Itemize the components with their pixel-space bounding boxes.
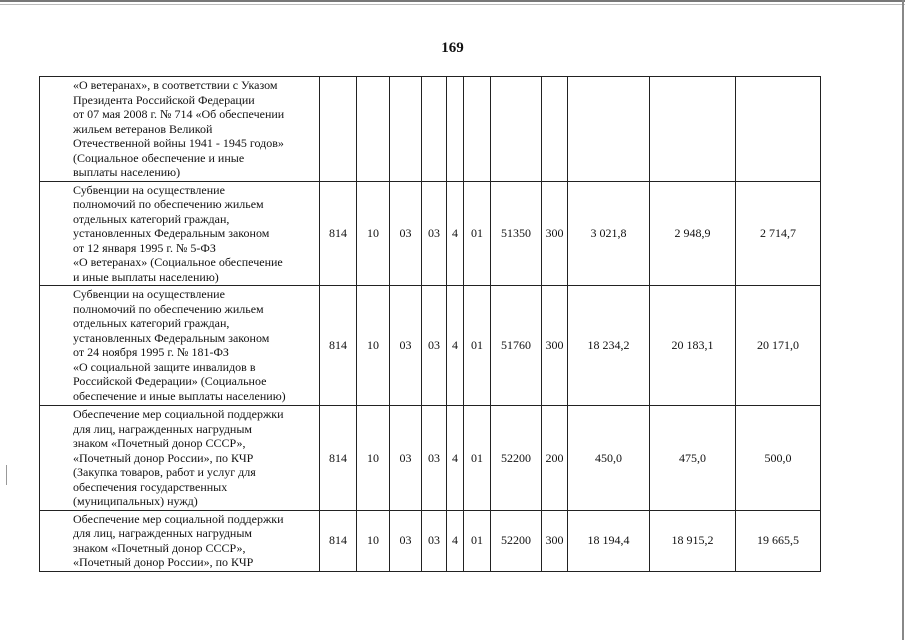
scan-edge-line [0,4,905,5]
expense-type-code-cell: 200 [542,406,568,511]
subsection-code-cell [390,77,422,182]
section-code-cell [357,77,390,182]
subsection-code-cell: 03 [390,181,422,286]
direction-code-cell: 52200 [491,510,542,571]
amount-year-3-cell: 2 714,7 [736,181,821,286]
main-event-code-cell: 01 [464,406,491,511]
subprogram-code-cell: 4 [447,510,464,571]
description-line: «О социальной защите инвалидов в [73,359,256,374]
expense-type-code-cell: 300 [542,286,568,406]
amount-year-1-cell: 3 021,8 [568,181,650,286]
amount-year-1-cell: 450,0 [568,406,650,511]
table-row [40,181,821,286]
subprogram-code-cell: 4 [447,406,464,511]
description-line: (муниципальных) нужд) [73,494,198,508]
program-code-cell: 03 [422,406,447,511]
expense-type-code-cell: 300 [542,181,568,286]
amount-year-2-cell [650,77,736,182]
description-line: (Социальное обеспечение и иные [73,150,245,165]
amount-year-3-cell: 500,0 [736,406,821,511]
description-line: отдельных категорий граждан, [73,316,230,330]
main-event-code-cell: 01 [464,510,491,571]
ministry-code-cell: 814 [320,510,357,571]
description-line: Обеспечение мер социальной поддержки [73,407,284,421]
description-line: «О ветеранах» (Социальное обеспечение [73,255,283,269]
program-code-cell: 03 [422,181,447,286]
description-line: Субвенции на осуществление [73,287,225,301]
expense-type-code-cell [542,77,568,182]
subsection-code-cell: 03 [390,406,422,511]
row-description [40,77,320,182]
subsection-code-cell: 03 [390,510,422,571]
row-description [40,406,320,511]
ministry-code-cell: 814 [320,406,357,511]
amount-year-2-cell: 18 915,2 [650,510,736,571]
program-code-cell: 03 [422,286,447,406]
expense-type-code-cell: 300 [542,510,568,571]
margin-mark [6,465,7,485]
description-line: жильем ветеранов Великой [73,121,213,136]
table-row [40,77,821,182]
ministry-code-cell [320,77,357,182]
ministry-code-cell: 814 [320,181,357,286]
description-line: «Почетный донор России», по КЧР [73,450,254,465]
description-line: Отечественной войны 1941 - 1945 годов» [73,136,284,150]
scan-edge-right [902,0,904,640]
amount-year-2-cell: 20 183,1 [650,286,736,406]
direction-code-cell: 51350 [491,181,542,286]
description-line: Президента Российской Федерации [73,92,255,107]
section-code-cell: 10 [357,286,390,406]
budget-table [39,76,821,572]
amount-year-1-cell [568,77,650,182]
description-line: выплаты населению) [73,165,181,179]
amount-year-3-cell [736,77,821,182]
subprogram-code-cell: 4 [447,286,464,406]
direction-code-cell: 51760 [491,286,542,406]
row-description [40,286,320,406]
description-line: установленных Федеральным законом [73,226,270,240]
description-line: обеспечение и иные выплаты населению) [73,388,286,403]
subprogram-code-cell: 4 [447,181,464,286]
table-row [40,286,821,406]
subprogram-code-cell [447,77,464,182]
program-code-cell: 03 [422,510,447,571]
amount-year-3-cell: 20 171,0 [736,286,821,406]
main-event-code-cell: 01 [464,286,491,406]
section-code-cell: 10 [357,181,390,286]
table-row [40,510,821,571]
row-description [40,181,320,286]
description-line: «О ветеранах», в соответствии с Указом [73,78,278,92]
description-line: для лиц, награжденных нагрудным [73,526,253,540]
main-event-code-cell: 01 [464,181,491,286]
description-line: от 24 ноября 1995 г. № 181-ФЗ [73,345,229,359]
amount-year-2-cell: 2 948,9 [650,181,736,286]
amount-year-1-cell: 18 234,2 [568,286,650,406]
page-number: 169 [441,40,464,56]
description-line: «Почетный донор России», по КЧР [73,555,254,569]
table-row [40,406,821,511]
description-line: полномочий по обеспечению жильем [73,197,264,211]
amount-year-1-cell: 18 194,4 [568,510,650,571]
direction-code-cell [491,77,542,182]
amount-year-3-cell: 19 665,5 [736,510,821,571]
description-line: Субвенции на осуществление [73,182,225,197]
main-event-code-cell [464,77,491,182]
description-line: от 07 мая 2008 г. № 714 «Об обеспечении [73,107,285,121]
section-code-cell: 10 [357,510,390,571]
row-description [40,510,320,571]
description-line: Российской Федерации» (Социальное [73,374,267,388]
description-line: полномочий по обеспечению жильем [73,301,264,316]
description-line: обеспечения государственных [73,479,228,494]
subsection-code-cell: 03 [390,286,422,406]
description-line: от 12 января 1995 г. № 5-ФЗ [73,240,216,255]
direction-code-cell: 52200 [491,406,542,511]
description-line: знаком «Почетный донор СССР», [73,540,246,555]
description-line: Обеспечение мер социальной поддержки [73,511,284,526]
description-line: для лиц, награжденных нагрудным [73,421,253,436]
amount-year-2-cell: 475,0 [650,406,736,511]
program-code-cell [422,77,447,182]
scan-edge-top [0,0,905,2]
description-line: (Закупка товаров, работ и услуг для [73,465,256,479]
description-line: отдельных категорий граждан, [73,211,230,226]
description-line: установленных Федеральным законом [73,330,270,345]
section-code-cell: 10 [357,406,390,511]
description-line: и иные выплаты населению) [73,269,219,284]
description-line: знаком «Почетный донор СССР», [73,436,246,450]
ministry-code-cell: 814 [320,286,357,406]
